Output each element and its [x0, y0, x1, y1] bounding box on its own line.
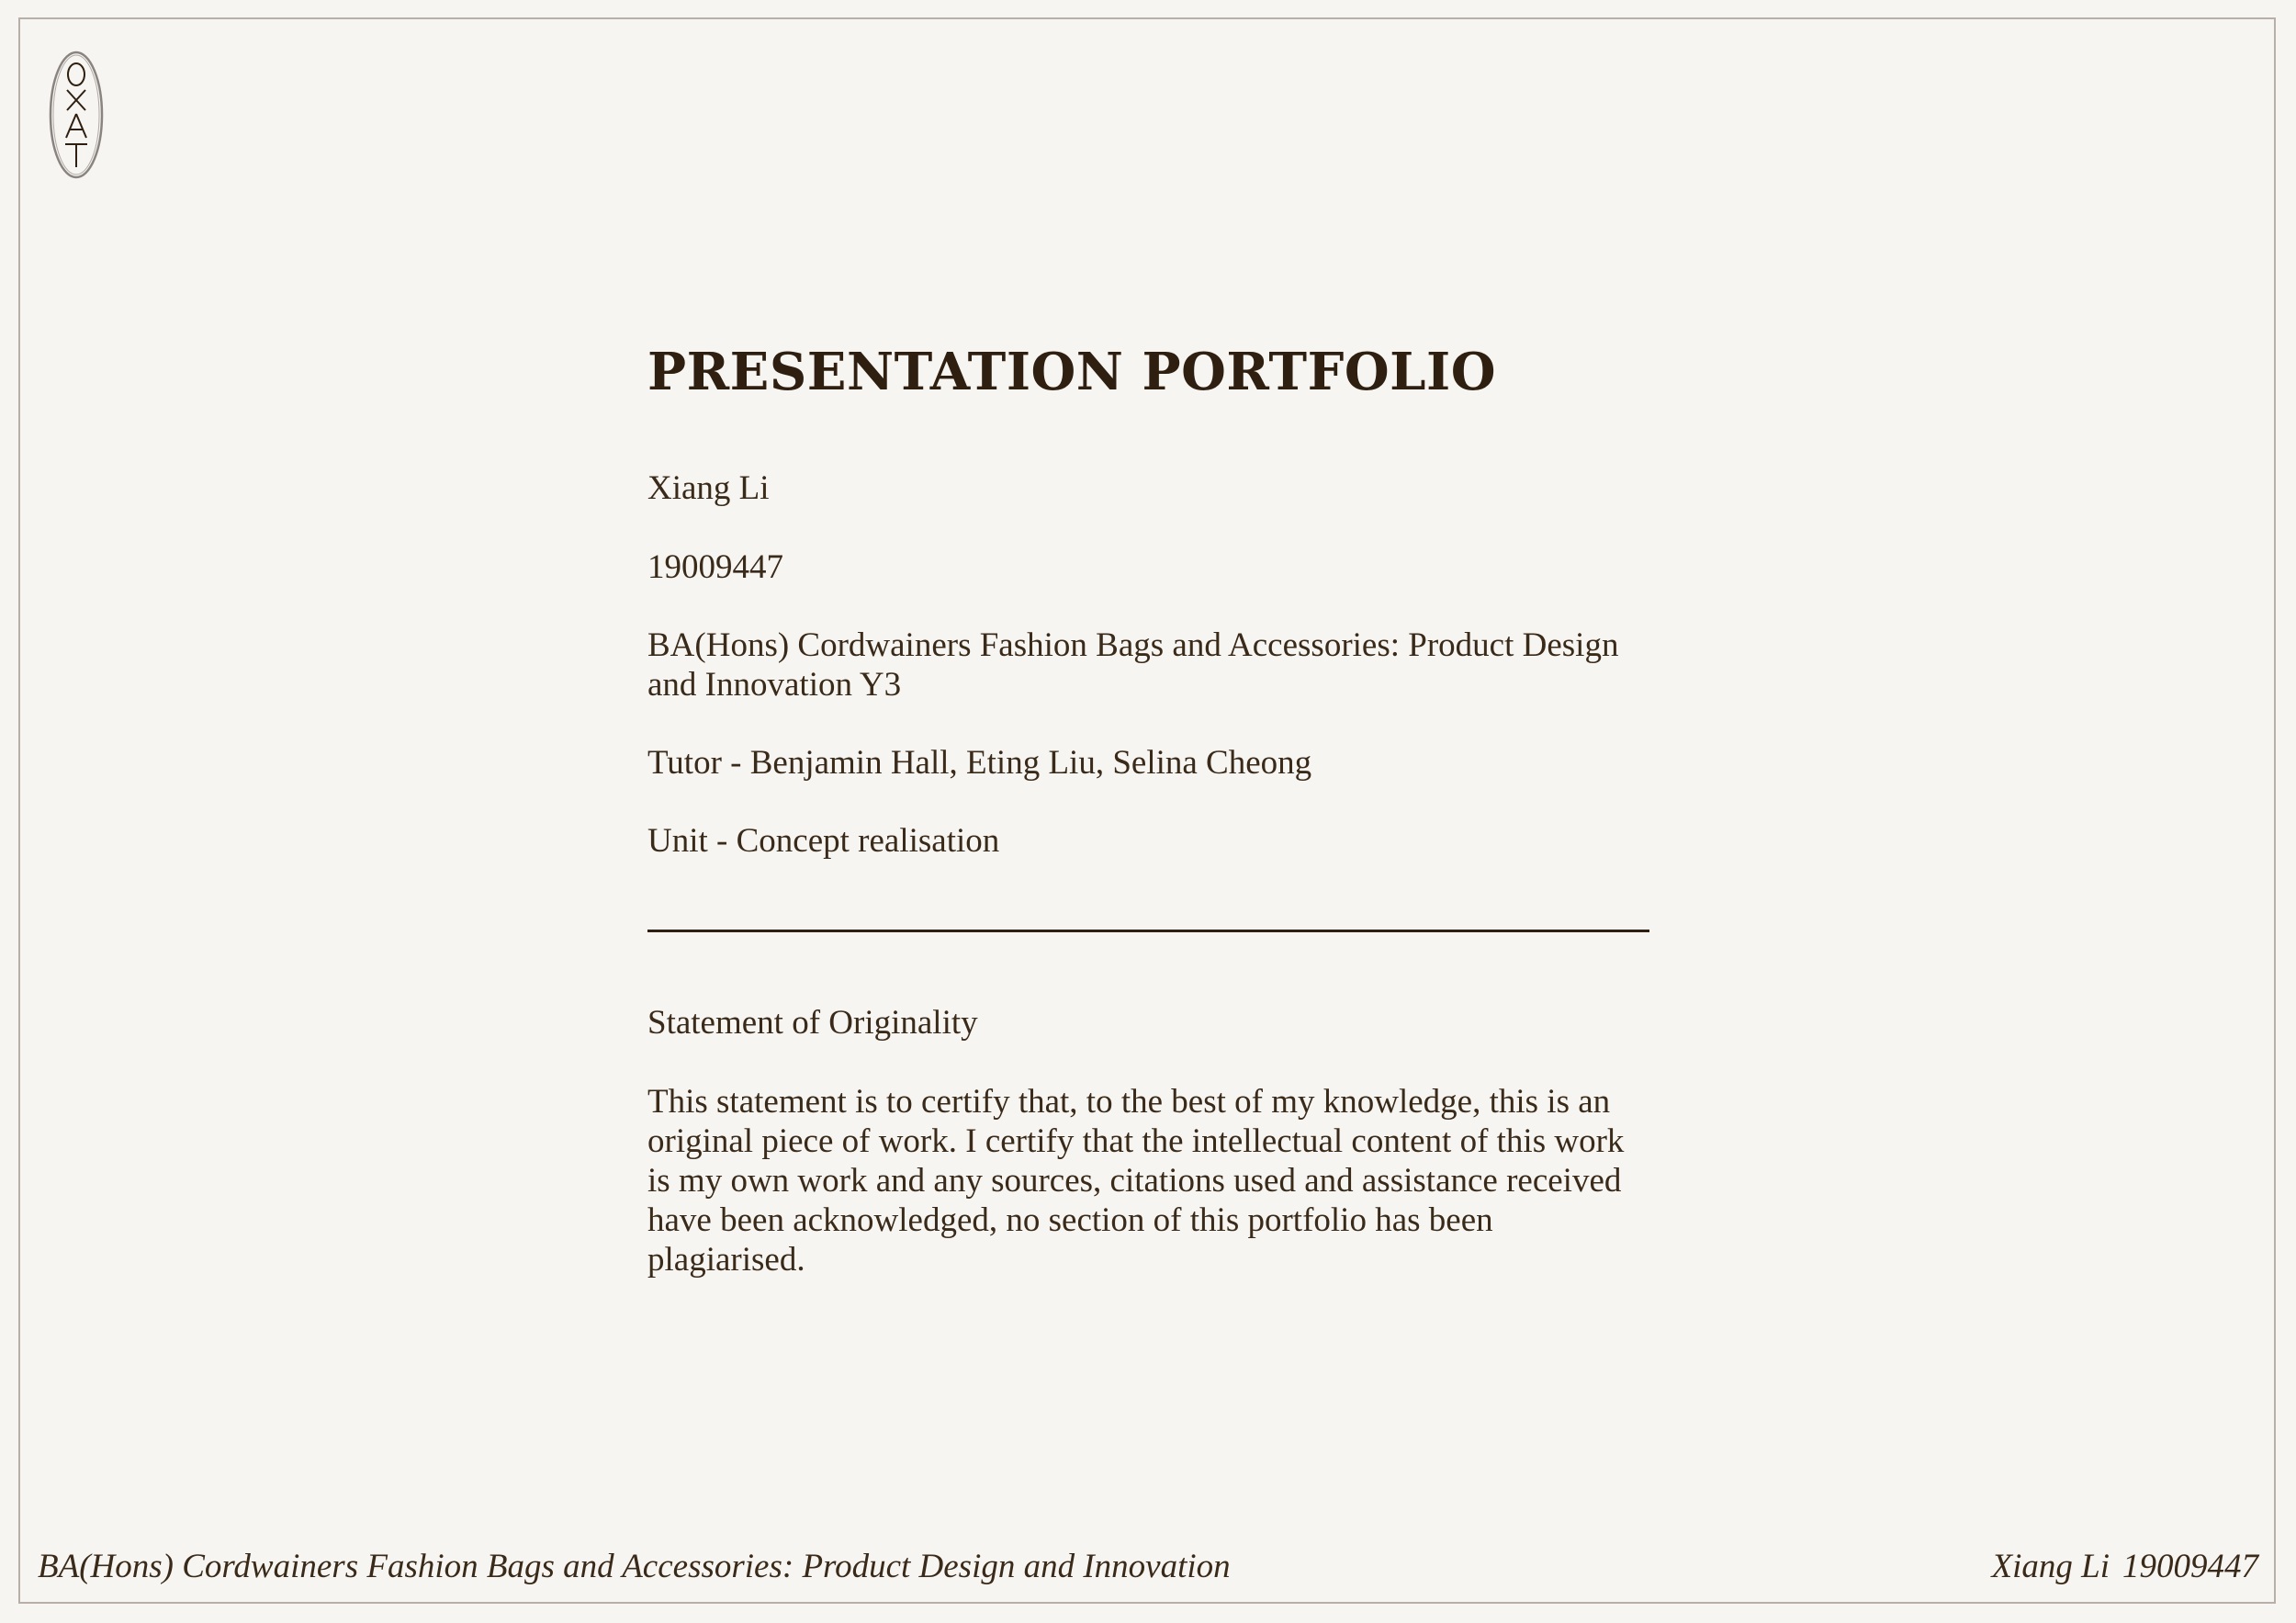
unit-line: Unit - Concept realisation: [647, 822, 1000, 860]
footer-name: Xiang Li: [1991, 1548, 2110, 1585]
page-title: PRESENTATION PORTFOLIO: [647, 342, 1496, 402]
statement-heading: Statement of Originality: [647, 1004, 978, 1042]
cover-content: [647, 340, 1658, 1279]
tutor-line: Tutor - Benjamin Hall, Eting Liu, Selina Cheong: [647, 744, 1312, 782]
course-title: BA(Hons) Cordwainers Fashion Bags and Accessories: Product Design and Innovation Y3: [647, 626, 1619, 704]
student-name: Xiang Li: [647, 469, 770, 507]
section-divider: [647, 930, 1649, 932]
footer-student: [1992, 1547, 2259, 1586]
footer-course: BA(Hons) Cordwainers Fashion Bags and Accessories: Product Design and Innovation: [38, 1548, 1231, 1585]
oxat-monogram-logo: [48, 50, 105, 180]
page-frame-border: [18, 17, 2276, 1604]
student-id: 19009447: [647, 548, 783, 586]
footer-id: 19009447: [2122, 1548, 2258, 1585]
statement-body: This statement is to certify that, to the best of my knowledge, this is an original piece of work. I certify that the intellectual content of this work is my own work and any sources, citations used and assistance received have been acknowledged, no section of this portfolio has been plagiarised.: [647, 1083, 1625, 1279]
